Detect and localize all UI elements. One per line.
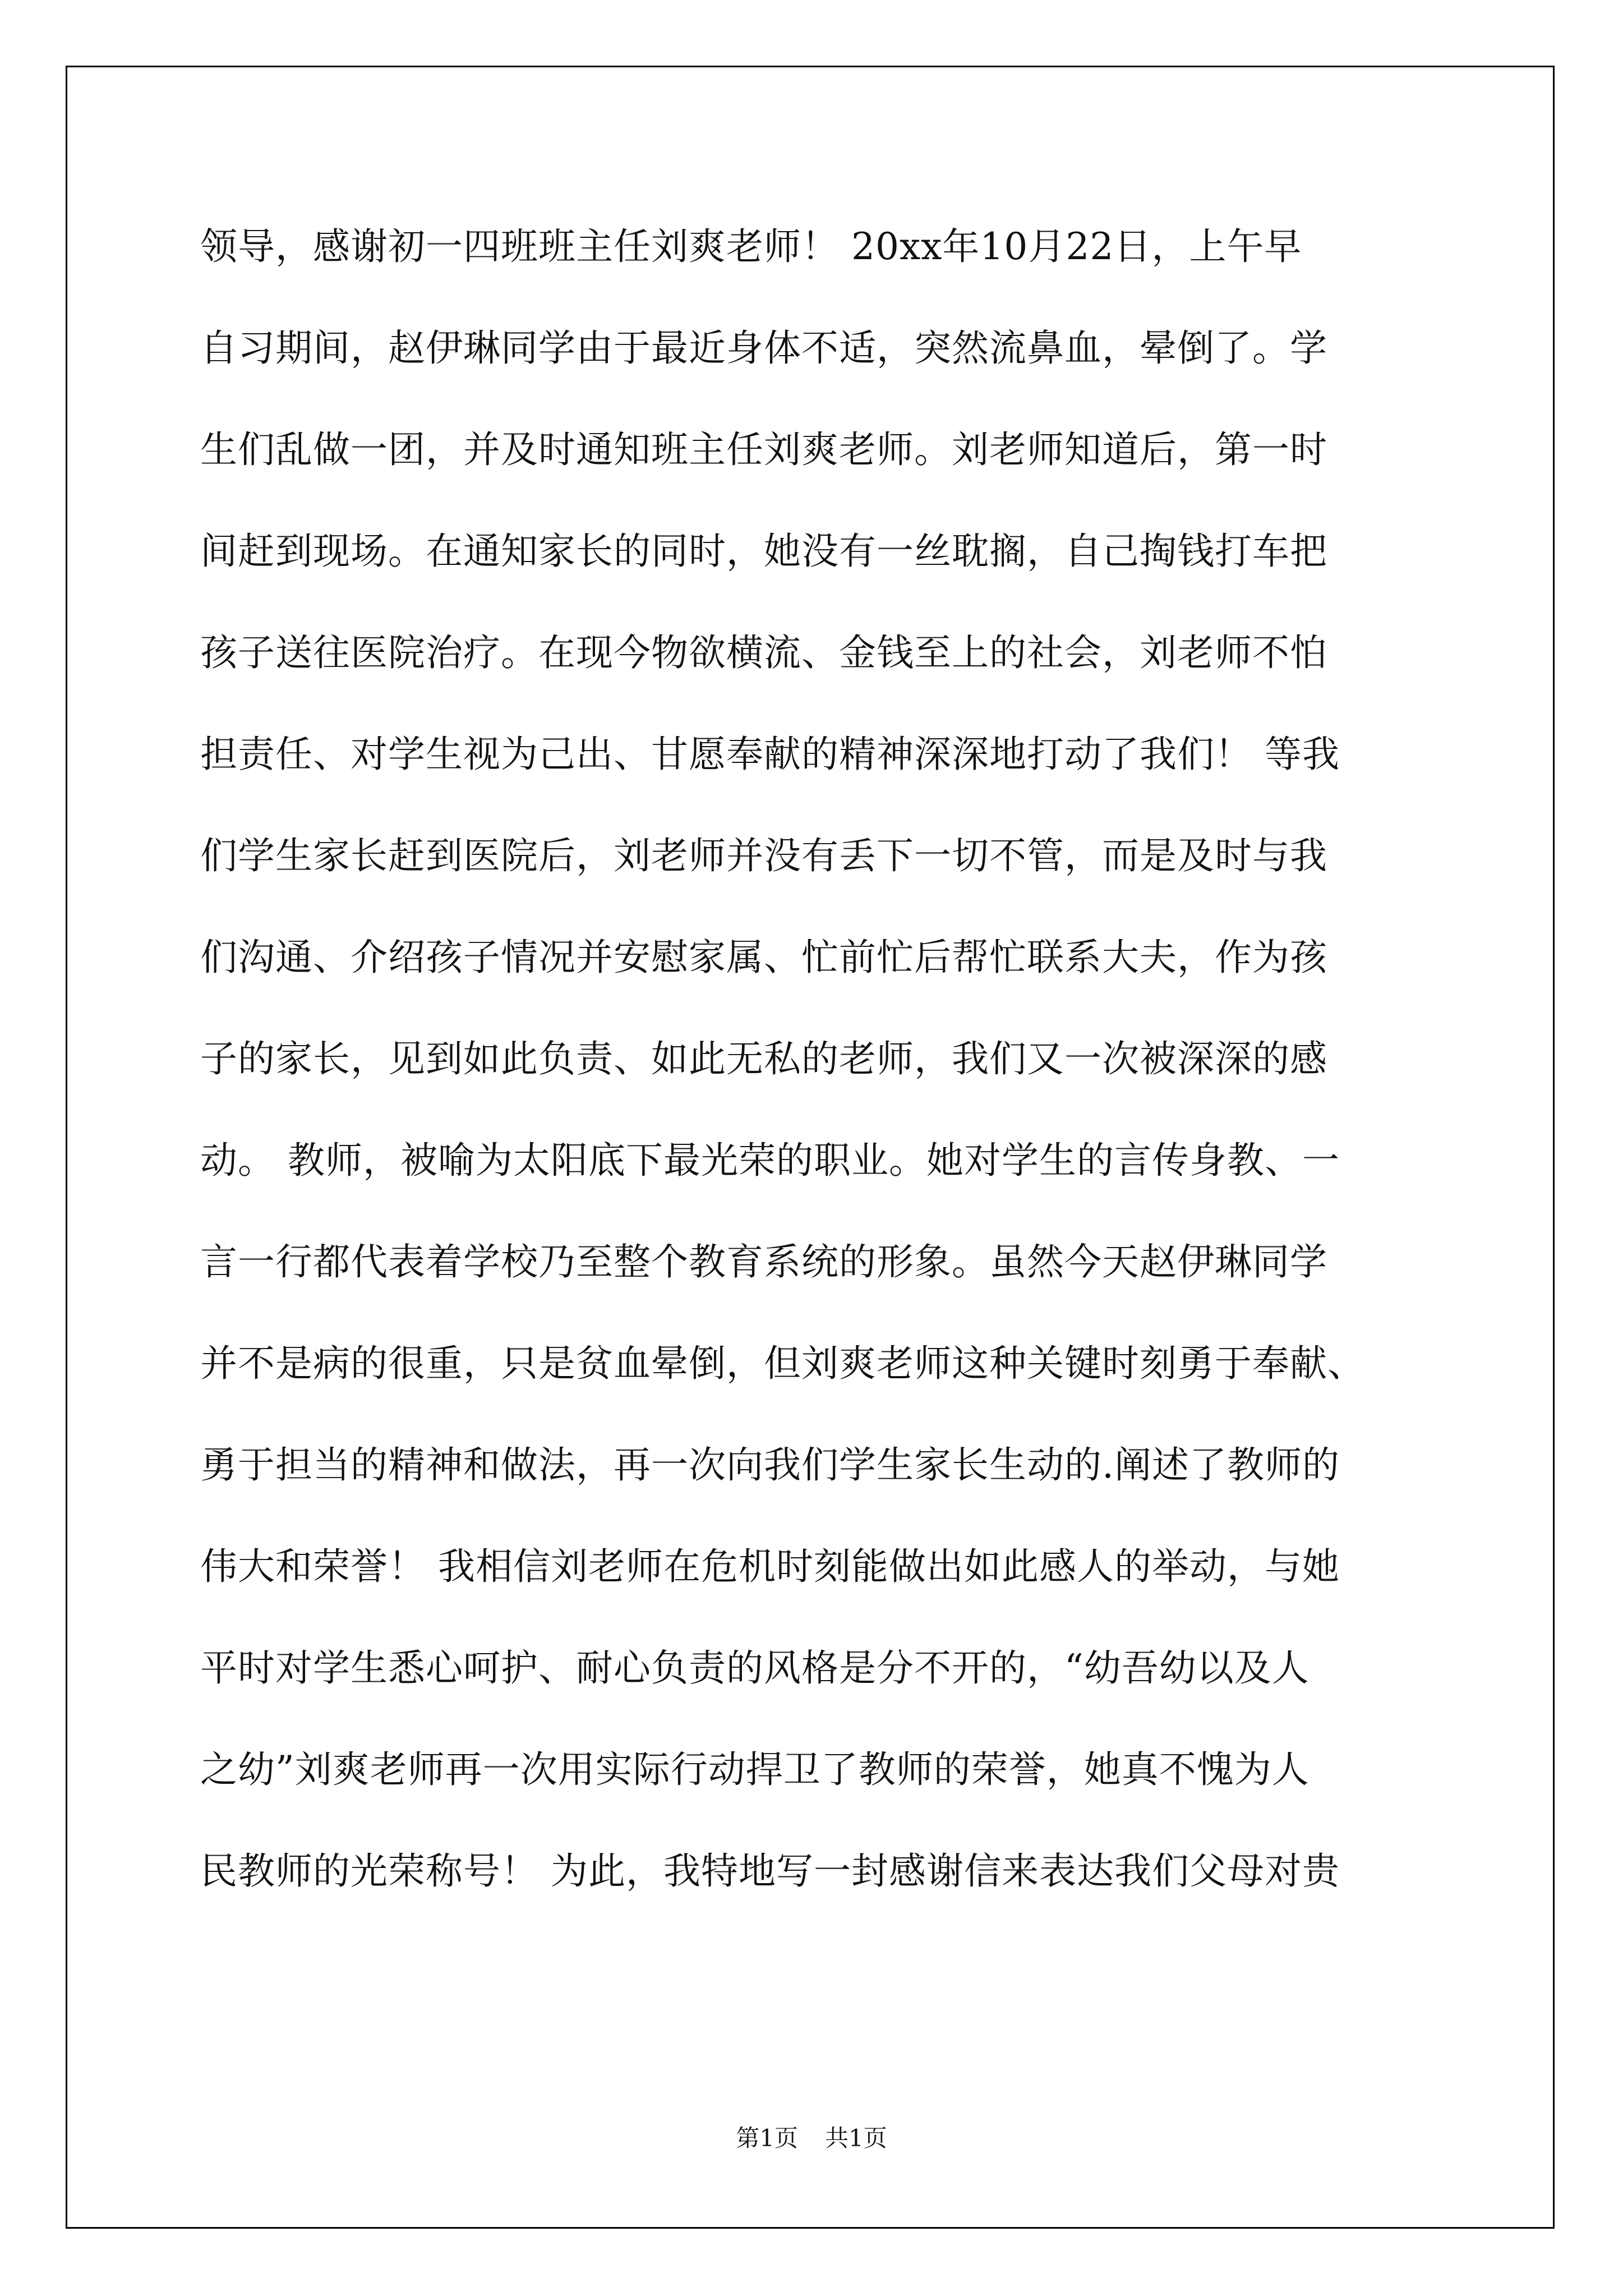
text-line: 动。 教师，被喻为太阳底下最光荣的职业。她对学生的言传身教、一 — [200, 1139, 1340, 1182]
text-line: 们学生家长赶到医院后，刘老师并没有丢下一切不管，而是及时与我 — [200, 834, 1327, 877]
text-line: 们沟通、介绍孩子情况并安慰家属、忙前忙后帮忙联系大夫，作为孩 — [200, 936, 1327, 979]
page-total: 共1页 — [825, 2124, 887, 2152]
text-line: 生们乱做一团，并及时通知班主任刘爽老师。刘老师知道后，第一时 — [200, 428, 1327, 471]
letter-body — [200, 216, 1434, 1942]
page-footer — [0, 2122, 1623, 2155]
text-line: 自习期间，赵伊琳同学由于最近身体不适，突然流鼻血，晕倒了。学 — [200, 326, 1327, 370]
page-number: 第1页 — [736, 2124, 798, 2152]
text-line: 子的家长，见到如此负责、如此无私的老师，我们又一次被深深的感 — [200, 1037, 1327, 1080]
text-line: 孩子送往医院治疗。在现今物欲横流、金钱至上的社会，刘老师不怕 — [200, 631, 1327, 674]
text-line: 伟大和荣誉！ 我相信刘老师在危机时刻能做出如此感人的举动，与她 — [200, 1545, 1340, 1588]
text-line: 民教师的光荣称号！ 为此，我特地写一封感谢信来表达我们父母对贵 — [200, 1849, 1340, 1893]
text-line: 间赶到现场。在通知家长的同时，她没有一丝耽搁，自己掏钱打车把 — [200, 530, 1327, 573]
text-line: 之幼”刘爽老师再一次用实际行动捍卫了教师的荣誉，她真不愧为人 — [200, 1748, 1310, 1791]
text-line: 言一行都代表着学校乃至整个教育系统的形象。虽然今天赵伊琳同学 — [200, 1240, 1327, 1283]
text-line: 平时对学生悉心呵护、耐心负责的风格是分不开的，“幼吾幼以及人 — [200, 1646, 1310, 1690]
text-line: 勇于担当的精神和做法，再一次向我们学生家长生动的.阐述了教师的 — [200, 1443, 1340, 1487]
text-line: 并不是病的很重，只是贫血晕倒，但刘爽老师这种关键时刻勇于奉献、 — [200, 1342, 1365, 1385]
text-line: 领导，感谢初一四班班主任刘爽老师！ 20xx年10月22日，上午早 — [200, 225, 1302, 268]
text-line: 担责任、对学生视为己出、甘愿奉献的精神深深地打动了我们！ 等我 — [200, 733, 1340, 776]
